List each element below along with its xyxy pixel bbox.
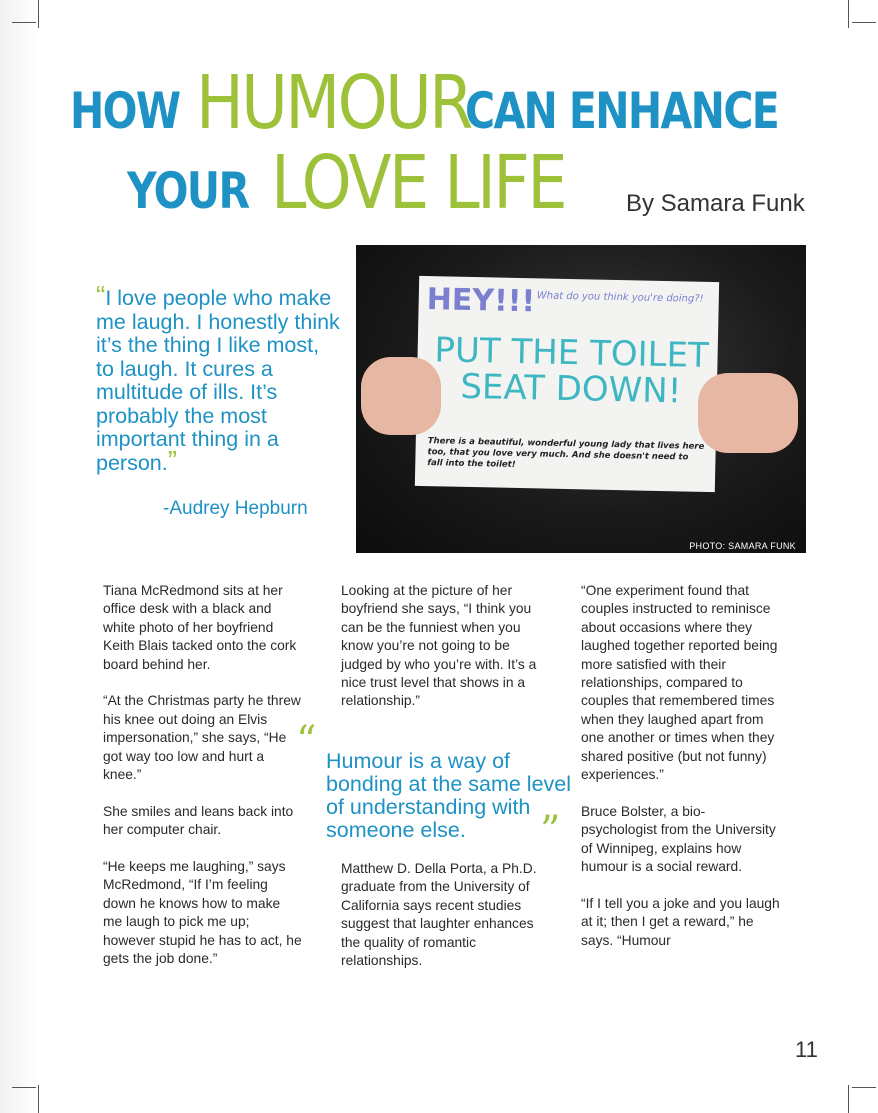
- paragraph: “At the Christmas party he threw his knee out doing an Elvis impersonation,” she says, “He got way too low and hurt a knee.”: [103, 693, 301, 783]
- left-hand: [361, 357, 441, 435]
- paragraph: Matthew D. Della Porta, a Ph.D. graduate from the University of California says recent studies suggest that laughter enhances the quality of romantic relationships.: [341, 861, 537, 969]
- photo-sign: [415, 276, 719, 492]
- right-hand: [698, 373, 798, 453]
- pull-quote-mid: Humour is a way of bonding at the same level of understanding with someone else.: [326, 749, 572, 842]
- paragraph: “He keeps me laughing,” says McRedmond, “If I’m feeling down he knows how to make me laugh to pick me up; however stupid he has to act, he gets the job done.”: [103, 859, 302, 967]
- text-column-2-bottom: [341, 860, 541, 989]
- crop-mark: [852, 22, 876, 23]
- sign-main-text: PUT THE TOILET SEAT DOWN!: [434, 330, 710, 412]
- crop-mark: [852, 1087, 876, 1088]
- pull-quote-attribution: -Audrey Hepburn: [163, 498, 308, 519]
- pull-quote-close-icon: ”: [540, 808, 561, 854]
- close-quote-icon: ”: [167, 444, 178, 476]
- paragraph: “One experiment found that couples instructed to reminisce about occasions where they laughed together reported being more satisfied with their relationships, compared to couples that remembered times when they laughed apart from one another or times when they shared positive (but not funny) experiences.”: [581, 583, 778, 783]
- headline-word-humour: HUMOUR: [195, 60, 471, 146]
- headline-line-2: [127, 140, 613, 226]
- headline-word-can-enhance: CAN ENHANCE: [465, 82, 779, 140]
- byline: By Samara Funk: [626, 190, 805, 217]
- paragraph: “If I tell you a joke and you laugh at it; then I get a reward,” he says. “Humour: [581, 895, 780, 948]
- crop-mark: [38, 0, 39, 28]
- pull-quote-main-text: I love people who make me laugh. I honestly think it’s the thing I like most, to laugh. It cures a multitude of ills. It’s probably the most important thing in a person.: [96, 286, 340, 475]
- headline-line-1: [70, 60, 847, 146]
- paragraph: Looking at the picture of her boyfriend she says, “I think you can be the funniest when you know you’re not going to be judged by who you’re with. It’s a nice trust level that shows in a relationship.”: [341, 583, 537, 709]
- article-photo: [356, 245, 806, 553]
- crop-mark: [12, 22, 36, 23]
- sign-note-text: There is a beautiful, wonderful young lady that lives here too, that you love very much. And she doesn't need to fall into the toilet!: [427, 436, 705, 470]
- paragraph: Bruce Bolster, a bio-psychologist from the University of Winnipeg, explains how humour is a social reward.: [581, 803, 776, 875]
- crop-mark: [12, 1087, 36, 1088]
- crop-mark: [38, 1085, 39, 1113]
- text-column-1: [103, 582, 303, 987]
- headline-word-your: YOUR: [127, 162, 249, 220]
- text-column-3: [581, 582, 781, 968]
- pull-quote-main: [96, 280, 341, 476]
- pull-quote-open-icon: “: [296, 718, 317, 764]
- photo-credit: PHOTO: SAMARA FUNK: [689, 541, 796, 551]
- page-edge-shadow: [0, 0, 38, 1113]
- sign-hey-text: HEY!!!: [426, 282, 536, 320]
- crop-mark: [848, 1085, 849, 1113]
- sign-small-text: What do you think you're doing?!: [536, 290, 704, 305]
- page-number: 11: [795, 1037, 818, 1062]
- crop-mark: [848, 0, 849, 28]
- paragraph: Tiana McRedmond sits at her office desk with a black and white photo of her boyfriend Keith Blais tacked onto the cork board behind her.: [103, 583, 297, 672]
- text-column-2-top: [341, 582, 541, 729]
- open-quote-icon: “: [96, 280, 106, 311]
- paragraph: She smiles and leans back into her computer chair.: [103, 803, 294, 838]
- headline-word-love-life: LOVE LIFE: [271, 140, 565, 226]
- headline-word-how: HOW: [70, 82, 180, 140]
